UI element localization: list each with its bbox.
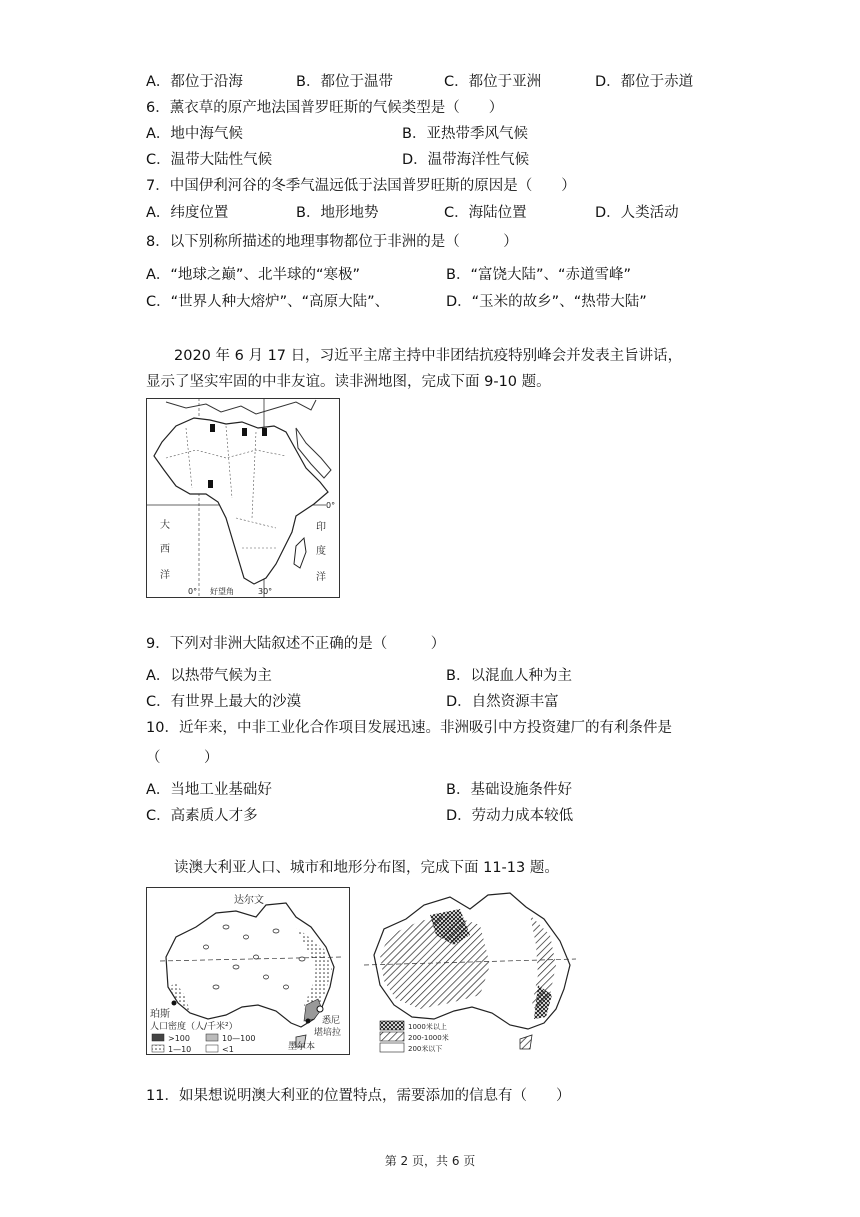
legend-dense: >100 — [168, 1034, 190, 1043]
page-footer: 第 2 页，共 6 页 — [384, 1154, 476, 1168]
q10-option-d: D．劳动力成本较低 — [446, 808, 574, 824]
africa-marker-3 — [262, 428, 267, 436]
legend-medium: 10—100 — [222, 1034, 256, 1043]
q8-option-c: C．“世界人种大熔炉”、“高原大陆”、 — [146, 294, 390, 310]
canberra-label: 堪培拉 — [314, 1028, 342, 1038]
q8-option-d: D．“玉米的故乡”、“热带大陆” — [446, 294, 647, 310]
australia-population-map — [146, 887, 350, 1055]
q10-option-b: B．基础设施条件好 — [446, 782, 572, 798]
passage2: 读澳大利亚人口、城市和地形分布图，完成下面 11-13 题。 — [174, 860, 559, 876]
passage1-line1: 2020 年 6 月 17 日，习近平主席主持中非团结抗疫特别峰会并发表主旨讲话， — [174, 348, 683, 364]
q5-option-a: A．都位于沿海 — [146, 74, 243, 90]
terrain-legend-high: 1000米以上 — [408, 1023, 447, 1031]
passage1-line2: 显示了坚实牢固的中非友谊。读非洲地图，完成下面 9-10 题。 — [146, 374, 551, 390]
q9-option-c: C．有世界上最大的沙漠 — [146, 694, 302, 710]
q8-stem: 8．以下别称所描述的地理事物都位于非洲的是（ ） — [146, 234, 518, 250]
atlantic-label-3: 洋 — [160, 570, 170, 581]
melbourne-marker — [306, 1019, 311, 1024]
q9-option-b: B．以混血人种为主 — [446, 668, 572, 684]
atlantic-label-2: 西 — [160, 544, 170, 555]
q8-option-b: B．“富饶大陆”、“赤道雪峰” — [446, 267, 631, 283]
q5-option-b: B．都位于温带 — [296, 74, 393, 90]
melbourne-label: 墨尔本 — [288, 1042, 316, 1052]
terrain-legend-mid: 200-1000米 — [408, 1034, 449, 1042]
africa-marker-4 — [208, 480, 213, 488]
terrain-legend-low: 200米以下 — [408, 1045, 443, 1053]
atlantic-label-1: 大 — [160, 520, 170, 531]
indian-label-3: 洋 — [316, 572, 326, 583]
q5-option-d: D．都位于赤道 — [595, 74, 694, 90]
africa-marker-2 — [242, 428, 247, 436]
indian-label-1: 印 — [316, 522, 326, 533]
meridian-0-label: 0° — [188, 587, 198, 596]
perth-label: 珀斯 — [150, 1009, 170, 1020]
q6-option-d: D．温带海洋性气候 — [402, 152, 530, 168]
equator-label: 0° — [326, 501, 336, 510]
q6-stem: 6．薰衣草的原产地法国普罗旺斯的气候类型是（ ） — [146, 100, 504, 116]
q6-option-b: B．亚热带季风气候 — [402, 126, 528, 142]
australia-terrain-map — [360, 885, 582, 1055]
legend-title: 人口密度（人/千米²） — [150, 1022, 238, 1032]
q7-option-d: D．人类活动 — [595, 205, 679, 221]
darwin-label: 达尔文 — [234, 895, 264, 906]
cape-label: 好望角 — [210, 587, 234, 596]
q7-option-c: C．海陆位置 — [444, 205, 527, 221]
q8-option-a: A．“地球之巅”、北半球的“寒极” — [146, 267, 360, 283]
q10-option-c: C．高素质人才多 — [146, 808, 258, 824]
q9-option-d: D．自然资源丰富 — [446, 694, 559, 710]
q10-stem: 10．近年来，中非工业化合作项目发展迅速。非洲吸引中方投资建厂的有利条件是 — [146, 720, 672, 736]
q7-option-b: B．地形地势 — [296, 205, 379, 221]
legend-low: 1—10 — [168, 1045, 192, 1054]
sydney-marker — [317, 1006, 323, 1012]
meridian-30-label: 30° — [258, 587, 273, 596]
indian-label-2: 度 — [316, 546, 326, 557]
africa-marker-1 — [210, 424, 215, 432]
q6-option-a: A．地中海气候 — [146, 126, 243, 142]
sydney-label: 悉尼 — [322, 1016, 341, 1026]
africa-map — [146, 398, 340, 598]
q7-option-a: A．纬度位置 — [146, 205, 229, 221]
q5-option-c: C．都位于亚洲 — [444, 74, 542, 90]
q9-option-a: A．以热带气候为主 — [146, 668, 272, 684]
q11-stem: 11．如果想说明澳大利亚的位置特点，需要添加的信息有（ ） — [146, 1088, 571, 1104]
q10-option-a: A．当地工业基础好 — [146, 782, 272, 798]
q10-stem-bracket: （ ） — [146, 750, 219, 766]
perth-marker — [172, 1001, 177, 1006]
q9-stem: 9．下列对非洲大陆叙述不正确的是（ ） — [146, 636, 446, 652]
q7-stem: 7．中国伊利河谷的冬季气温远低于法国普罗旺斯的原因是（ ） — [146, 178, 576, 194]
legend-sparse: <1 — [222, 1045, 234, 1054]
q6-option-c: C．温带大陆性气候 — [146, 152, 273, 168]
